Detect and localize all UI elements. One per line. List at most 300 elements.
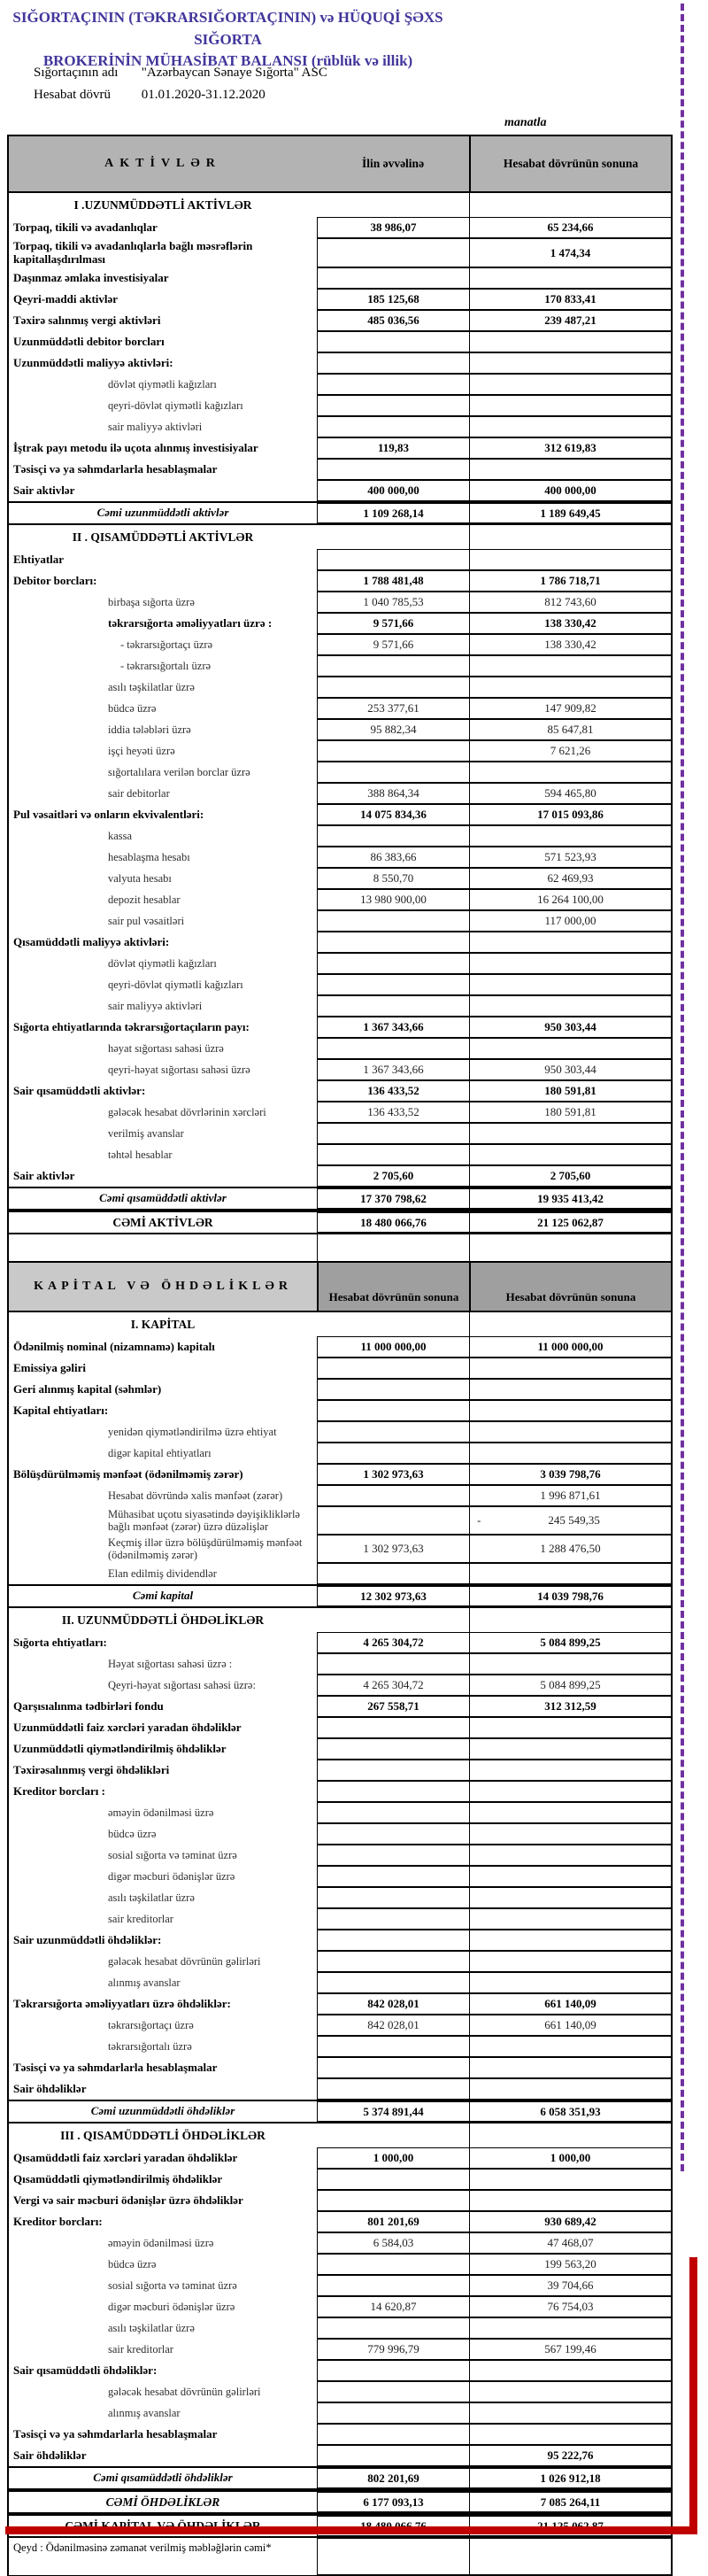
value-end-of-period: 14 039 798,76	[469, 1586, 671, 1606]
value-end-of-period: 170 833,41	[469, 289, 671, 310]
value-number: 245 549,35	[548, 1513, 600, 1528]
value-start-of-year	[317, 1312, 469, 1336]
value-start-of-year	[317, 352, 469, 374]
value-end-of-period	[469, 1563, 671, 1584]
row-label: digər məcburi ödənişlər üzrə	[108, 1870, 235, 1884]
table-sub-row	[9, 740, 671, 762]
value-start-of-year	[317, 1608, 469, 1632]
table-sub-row	[9, 677, 671, 698]
value-end-of-period: 1 189 649,45	[469, 503, 671, 523]
row-label: I. KAPİTAL	[130, 1318, 196, 1332]
value-end-of-period	[469, 1972, 671, 1993]
value-end-of-period	[469, 1760, 671, 1781]
table-sub-row	[9, 1443, 671, 1464]
table-sub-row	[9, 416, 671, 437]
table-row	[9, 2360, 671, 2381]
table-row	[9, 310, 671, 331]
value-start-of-year: 1 302 973,63	[317, 1464, 469, 1485]
table-sub-row	[9, 1908, 671, 1930]
row-label: Sair qısamüddətli öhdəliklər:	[13, 2363, 158, 2377]
value-start-of-year	[317, 1972, 469, 1993]
table-sub-row	[9, 1866, 671, 1887]
row-label: Sığorta ehtiyatlarında təkrarsığortaçıların payı:	[13, 1019, 250, 1033]
value-start-of-year	[317, 2123, 469, 2147]
value-end-of-period: 2 705,60	[469, 1165, 671, 1187]
table-sub-row	[9, 698, 671, 719]
grand-total-row	[9, 2490, 671, 2514]
value-start-of-year	[317, 1930, 469, 1951]
table-row	[9, 2424, 671, 2445]
table-row	[9, 2057, 671, 2078]
row-label: əməyin ödənilməsi üzrə	[108, 1806, 214, 1820]
row-label: dövlət qiymətli kağızları	[108, 957, 217, 971]
table-sub-row	[9, 2402, 671, 2424]
value-start-of-year	[317, 1506, 469, 1535]
value-end-of-period: 661 140,09	[469, 1993, 671, 2015]
value-end-of-period	[469, 2078, 671, 2100]
value-end-of-period: 1 786 718,71	[469, 570, 671, 592]
value-end-of-period: 85 647,81	[469, 719, 671, 740]
value-start-of-year: 2 705,60	[317, 1165, 469, 1187]
value-end-of-period: 21 125 062,87	[469, 1212, 671, 1233]
value-start-of-year	[317, 2360, 469, 2381]
table-sub-row	[9, 2296, 671, 2317]
value-start-of-year	[317, 2275, 469, 2296]
value-start-of-year	[317, 1760, 469, 1781]
table-sub-row	[9, 1972, 671, 1993]
value-end-of-period: 312 619,83	[469, 437, 671, 459]
document-title-line2: BROKERİNİN MÜHASİBAT BALANSI (rüblük və illik)	[42, 52, 413, 70]
value-end-of-period	[469, 395, 671, 416]
table-sub-row	[9, 847, 671, 868]
table-sub-row	[9, 2015, 671, 2036]
value-start-of-year	[317, 762, 469, 783]
value-start-of-year	[317, 416, 469, 437]
table-row	[9, 1464, 671, 1485]
row-label: sair kreditorlar	[108, 1913, 173, 1926]
value-end-of-period	[469, 995, 671, 1017]
row-label: büdcə üzrə	[108, 702, 157, 716]
value-end-of-period: 180 591,81	[469, 1102, 671, 1123]
value-end-of-period	[469, 549, 671, 570]
value-end-of-period	[469, 677, 671, 698]
insurer-name-value: "Azərbaycan Sənaye Sığorta" ASC	[141, 66, 327, 80]
value-start-of-year: 779 996,79	[317, 2339, 469, 2360]
value-end-of-period: 567 199,46	[469, 2339, 671, 2360]
value-start-of-year	[317, 1781, 469, 1802]
value-end-of-period: 950 303,44	[469, 1017, 671, 1038]
row-label: Qeyri-həyat sığortası sahəsi üzrə:	[108, 1679, 256, 1692]
row-label: II. UZUNMÜDDƏTLİ ÖHDƏLİKLƏR	[61, 1613, 265, 1628]
value-end-of-period: 138 330,42	[469, 613, 671, 634]
table-sub-row	[9, 655, 671, 677]
table-sub-row	[9, 592, 671, 613]
row-label: İştrak payı metodu ilə uçota alınmış investisiyalar	[13, 440, 258, 454]
value-start-of-year	[317, 2424, 469, 2445]
table-sub-row	[9, 1653, 671, 1675]
value-end-of-period	[469, 2317, 671, 2339]
table-sub-row	[9, 2317, 671, 2339]
row-label: III . QISAMÜDDƏTLİ ÖHDƏLİKLƏR	[60, 2129, 266, 2143]
value-end-of-period	[469, 1653, 671, 1675]
value-start-of-year	[317, 1738, 469, 1760]
value-start-of-year	[317, 677, 469, 698]
value-start-of-year: 4 265 304,72	[317, 1675, 469, 1696]
value-end-of-period: 95 222,76	[469, 2445, 671, 2466]
row-label: gələcək hesabat dövrlərinin xərcləri	[108, 1106, 266, 1119]
table-row	[9, 1781, 671, 1802]
table-row	[9, 331, 671, 352]
row-label: Keçmiş illər üzrə bölüşdürülməmiş mənfəət (ödənilməmiş zərər)	[108, 1536, 303, 1562]
value-start-of-year	[317, 932, 469, 953]
value-start-of-year: 14 075 834,36	[317, 804, 469, 825]
row-label: sair maliyyə aktivləri	[108, 421, 203, 434]
table-sub-row	[9, 2339, 671, 2360]
row-label: depozit hesablar	[108, 893, 181, 907]
value-end-of-period: 17 015 093,86	[469, 804, 671, 825]
row-label: təkrarsığortaçı üzrə	[108, 2019, 194, 2032]
value-start-of-year: 485 036,56	[317, 310, 469, 331]
row-label: Təsisçi və ya səhmdarlarla hesablaşmalar	[13, 461, 218, 476]
value-end-of-period: 11 000 000,00	[469, 1336, 671, 1358]
report-period-label: Hesabat dövrü	[34, 88, 112, 102]
row-label: digər məcburi ödənişlər üzrə	[108, 2301, 235, 2314]
row-label	[9, 1234, 317, 1261]
value-end-of-period	[469, 267, 671, 289]
value-end-of-period	[469, 1421, 671, 1443]
row-label: Həyat sığortası sahəsi üzrə :	[108, 1658, 233, 1671]
value-end-of-period	[469, 1802, 671, 1823]
table-row	[9, 2147, 671, 2169]
row-label: - təkrarsığortaçı üzrə	[120, 638, 213, 652]
value-start-of-year	[317, 1563, 469, 1584]
row-label: Vergi və sair məcburi ödənişlər üzrə öhdəliklər	[13, 2193, 243, 2207]
value-start-of-year: 1 109 268,14	[317, 503, 469, 523]
row-label: kassa	[108, 830, 133, 843]
table-row	[9, 1930, 671, 1951]
value-start-of-year: 136 433,52	[317, 1102, 469, 1123]
row-label: CƏMİ ÖHDƏLİKLƏR	[105, 2495, 220, 2510]
table-row	[9, 1358, 671, 1379]
value-start-of-year	[317, 1144, 469, 1165]
value-end-of-period	[469, 1312, 671, 1336]
value-end-of-period: 1 000,00	[469, 2147, 671, 2169]
value-end-of-period	[469, 2169, 671, 2190]
value-end-of-period	[469, 352, 671, 374]
table-sub-row	[9, 374, 671, 395]
value-start-of-year	[317, 525, 469, 549]
table-sub-row	[9, 395, 671, 416]
section-header-row	[9, 1312, 671, 1336]
row-label: Qeyri-maddi aktivlər	[13, 291, 119, 306]
table-sub-row	[9, 1563, 671, 1584]
column-header-end-of-period: Hesabat dövrünün sonuna	[469, 136, 671, 191]
value-start-of-year	[317, 2538, 469, 2575]
row-label: sosial sığorta və təminat üzrə	[108, 2279, 237, 2293]
value-start-of-year: 1 367 343,66	[317, 1059, 469, 1080]
value-start-of-year	[317, 1717, 469, 1738]
document-title	[0, 7, 456, 73]
value-end-of-period	[469, 974, 671, 995]
table-sub-row	[9, 1485, 671, 1506]
value-start-of-year: 802 201,69	[317, 2468, 469, 2488]
table-sub-row	[9, 1059, 671, 1080]
row-label: verilmiş avanslar	[108, 1127, 184, 1141]
row-label: Cəmi qısamüddətli öhdəliklər	[93, 2471, 233, 2485]
row-label: Qarşısıalınma tədbirləri fondu	[13, 1698, 164, 1713]
table-sub-row	[9, 1506, 671, 1535]
grand-total-row	[9, 1211, 671, 1234]
row-label: Sair öhdəliklər	[13, 2448, 87, 2462]
value-end-of-period	[469, 1400, 671, 1421]
row-label: sair pul vəsaitləri	[108, 915, 185, 928]
table-row	[9, 1080, 671, 1102]
row-label: qeyri-dövlət qiymətli kağızları	[108, 399, 243, 413]
currency-note: manatla	[504, 116, 547, 129]
value-start-of-year	[317, 1443, 469, 1464]
value-start-of-year	[317, 1823, 469, 1845]
value-start-of-year: 18 480 066,76	[317, 1212, 469, 1233]
column-header: Hesabat dövrünün sonuna	[317, 1263, 469, 1311]
table-sub-row	[9, 2381, 671, 2402]
value-end-of-period	[469, 1845, 671, 1866]
red-annotation-vertical-line	[689, 2257, 697, 2534]
row-label: Təsisçi və ya səhmdarlarla hesablaşmalar	[13, 2060, 218, 2074]
value-start-of-year	[317, 193, 469, 217]
section-header-row	[9, 2123, 671, 2147]
row-label: II . QISAMÜDDƏTLİ AKTİVLƏR	[72, 530, 254, 545]
row-label: Sair aktivlər	[13, 483, 75, 497]
row-label: təhtəl hesablar	[108, 1149, 173, 1162]
table-row	[9, 437, 671, 459]
row-label: Torpaq, tikili və avadanlıqlar	[13, 220, 158, 234]
row-label: Qısamüddətli qiymətləndirilmiş öhdəliklər	[13, 2171, 223, 2185]
value-start-of-year	[317, 2254, 469, 2275]
value-end-of-period: 239 487,21	[469, 310, 671, 331]
row-label: iddia tələbləri üzrə	[108, 723, 191, 737]
capital-section-title: KAPİTAL VƏ ÖHDƏLİKLƏR	[9, 1263, 317, 1311]
table-sub-row	[9, 613, 671, 634]
table-row	[9, 238, 671, 267]
row-label: Debitor borcları:	[13, 573, 97, 587]
table-row	[9, 289, 671, 310]
table-row	[9, 1379, 671, 1400]
table-row	[9, 217, 671, 238]
value-end-of-period: 661 140,09	[469, 2015, 671, 2036]
table-row	[9, 2445, 671, 2466]
column-header-start-of-year: İlin əvvəlinə	[361, 157, 425, 170]
value-start-of-year	[317, 2402, 469, 2424]
value-end-of-period: 117 000,00	[469, 910, 671, 932]
row-label: alınmış avanslar	[108, 2407, 181, 2420]
table-sub-row	[9, 2036, 671, 2057]
value-start-of-year: 6 177 093,13	[317, 2492, 469, 2512]
spacer-row	[9, 1234, 671, 1261]
row-label: CƏMİ AKTİVLƏR	[112, 1216, 213, 1230]
value-end-of-period	[469, 2402, 671, 2424]
value-end-of-period: 138 330,42	[469, 634, 671, 655]
value-end-of-period: 5 084 899,25	[469, 1632, 671, 1653]
value-start-of-year	[317, 1379, 469, 1400]
value-end-of-period: 1 288 476,50	[469, 1535, 671, 1563]
table-sub-row	[9, 868, 671, 889]
value-start-of-year: 1 788 481,48	[317, 570, 469, 592]
row-label: Uzunmüddətli maliyyə aktivləri:	[13, 355, 173, 369]
table-sub-row	[9, 1535, 671, 1563]
value-start-of-year: 6 584,03	[317, 2232, 469, 2254]
value-end-of-period	[469, 1738, 671, 1760]
value-end-of-period	[469, 1234, 671, 1261]
value-end-of-period: 3 039 798,76	[469, 1464, 671, 1485]
value-start-of-year	[317, 1845, 469, 1866]
table-row	[9, 480, 671, 501]
value-start-of-year: 388 864,34	[317, 783, 469, 804]
row-label: I .UZUNMÜDDƏTLİ AKTİVLƏR	[73, 197, 252, 212]
row-label: Sığorta ehtiyatları:	[13, 1635, 107, 1649]
value-end-of-period	[469, 1379, 671, 1400]
value-start-of-year: 1 302 973,63	[317, 1535, 469, 1563]
column-header: Hesabat dövrünün sonuna	[469, 1263, 671, 1311]
table-sub-row	[9, 1845, 671, 1866]
table-row	[9, 1696, 671, 1717]
row-label: birbaşa sığorta üzrə	[108, 596, 195, 609]
value-end-of-period	[469, 2123, 671, 2147]
row-label: Təxirə salınmış vergi aktivləri	[13, 313, 161, 327]
table-row	[9, 1400, 671, 1421]
row-label: alınmış avanslar	[108, 1976, 181, 1990]
table-body	[9, 193, 671, 2575]
table-row	[9, 1738, 671, 1760]
row-label: qeyri-həyat sığortası sahəsi üzrə	[108, 1064, 250, 1077]
value-end-of-period	[469, 2057, 671, 2078]
value-start-of-year: 4 265 304,72	[317, 1632, 469, 1653]
total-row	[9, 1584, 671, 1608]
table-sub-row	[9, 719, 671, 740]
value-start-of-year: 136 433,52	[317, 1080, 469, 1102]
report-period-row	[34, 88, 327, 103]
value-start-of-year: 801 201,69	[317, 2211, 469, 2232]
value-end-of-period: 312 312,59	[469, 1696, 671, 1717]
value-start-of-year: 86 383,66	[317, 847, 469, 868]
value-start-of-year	[317, 1123, 469, 1144]
value-start-of-year: 14 620,87	[317, 2296, 469, 2317]
table-sub-row	[9, 1102, 671, 1123]
row-label: - təkrarsığortalı üzrə	[120, 660, 212, 673]
value-start-of-year	[317, 1485, 469, 1506]
value-end-of-period	[469, 525, 671, 549]
value-start-of-year	[317, 2445, 469, 2466]
negative-sign: -	[477, 1513, 481, 1528]
table-row	[9, 932, 671, 953]
value-end-of-period	[469, 416, 671, 437]
value-start-of-year	[317, 1887, 469, 1908]
row-label: gələcək hesabat dövrünün gəlirləri	[108, 1955, 261, 1969]
value-end-of-period: 594 465,80	[469, 783, 671, 804]
total-row	[9, 1187, 671, 1211]
row-label: Qeyd : Ödənilməsinə zəmanət verilmiş məbləğlərin cəmi*	[13, 2541, 272, 2555]
value-end-of-period: 1 474,34	[469, 238, 671, 267]
row-label: Sair aktivlər	[13, 1168, 75, 1182]
value-start-of-year	[317, 238, 469, 267]
value-end-of-period	[469, 374, 671, 395]
value-end-of-period: 950 303,44	[469, 1059, 671, 1080]
value-end-of-period: 6 058 351,93	[469, 2101, 671, 2122]
value-start-of-year: 13 980 900,00	[317, 889, 469, 910]
report-meta	[34, 66, 327, 110]
table-row	[9, 2211, 671, 2232]
total-row	[9, 2100, 671, 2123]
value-end-of-period: 62 469,93	[469, 868, 671, 889]
value-end-of-period: 180 591,81	[469, 1080, 671, 1102]
value-end-of-period	[469, 1144, 671, 1165]
row-label: Ehtiyatlar	[13, 552, 65, 566]
row-label: Təxirəsalınmış vergi öhdəlikləri	[13, 1762, 170, 1776]
table-row	[9, 1017, 671, 1038]
value-end-of-period: 16 264 100,00	[469, 889, 671, 910]
value-start-of-year	[317, 974, 469, 995]
value-start-of-year	[317, 910, 469, 932]
row-label: Uzunmüddətli qiymətləndirilmiş öhdəliklər	[13, 1741, 227, 1755]
table-row	[9, 459, 671, 480]
assets-header-title: AKTİVLƏR	[104, 157, 221, 170]
section-header-row	[9, 1608, 671, 1632]
row-label: işçi heyəti üzrə	[108, 745, 175, 758]
table-row	[9, 2190, 671, 2211]
assets-header-row	[9, 136, 671, 193]
row-label: Torpaq, tikili və avadanlıqlarla bağlı məsrəflərin kapitallaşdırılması	[13, 239, 253, 266]
table-sub-row	[9, 1675, 671, 1696]
value-end-of-period	[469, 2360, 671, 2381]
table-sub-row	[9, 825, 671, 847]
table-sub-row	[9, 1951, 671, 1972]
table-sub-row	[9, 1421, 671, 1443]
value-start-of-year: 267 558,71	[317, 1696, 469, 1717]
table-sub-row	[9, 1887, 671, 1908]
value-end-of-period: 930 689,42	[469, 2211, 671, 2232]
row-label: Qısamüddətli faiz xərcləri yaradan öhdəliklər	[13, 2150, 238, 2164]
value-start-of-year	[317, 740, 469, 762]
row-label: yenidən qiymətləndirilmə üzrə ehtiyat	[108, 1426, 277, 1439]
row-label: Cəmi uzunmüddətli öhdəliklər	[90, 2104, 235, 2118]
value-end-of-period	[469, 953, 671, 974]
value-end-of-period	[469, 1038, 671, 1059]
table-row	[9, 570, 671, 592]
row-label: Mühasibat uçotu siyasətində dəyişikliklərlə bağlı mənfəət (zərər) üzrə düzəlişlər	[108, 1508, 300, 1534]
row-label: Uzunmüddətli debitor borcları	[13, 334, 165, 348]
table-sub-row	[9, 889, 671, 910]
value-end-of-period: 812 743,60	[469, 592, 671, 613]
table-sub-row	[9, 995, 671, 1017]
value-end-of-period: 5 084 899,25	[469, 1675, 671, 1696]
table-sub-row	[9, 2275, 671, 2296]
section-header-row	[9, 525, 671, 549]
row-label: Təkrarsığorta əməliyyatları üzrə öhdəliklər:	[13, 1996, 231, 2010]
value-start-of-year	[317, 2169, 469, 2190]
value-end-of-period	[469, 1930, 671, 1951]
table-sub-row	[9, 1144, 671, 1165]
row-label: büdcə üzrə	[108, 2258, 157, 2271]
value-end-of-period	[469, 1717, 671, 1738]
value-end-of-period: 400 000,00	[469, 480, 671, 501]
row-label: hesablaşma hesabı	[108, 851, 190, 864]
value-end-of-period	[469, 1443, 671, 1464]
value-start-of-year: 400 000,00	[317, 480, 469, 501]
red-annotation-bottom-line	[5, 2526, 697, 2534]
balance-table	[7, 135, 673, 2576]
value-start-of-year: 17 370 798,62	[317, 1188, 469, 1209]
row-label: Hesabat dövründə xalis mənfəət (zərər)	[108, 1489, 283, 1503]
row-label: Uzunmüddətli faiz xərcləri yaradan öhdəliklər	[13, 1720, 242, 1734]
